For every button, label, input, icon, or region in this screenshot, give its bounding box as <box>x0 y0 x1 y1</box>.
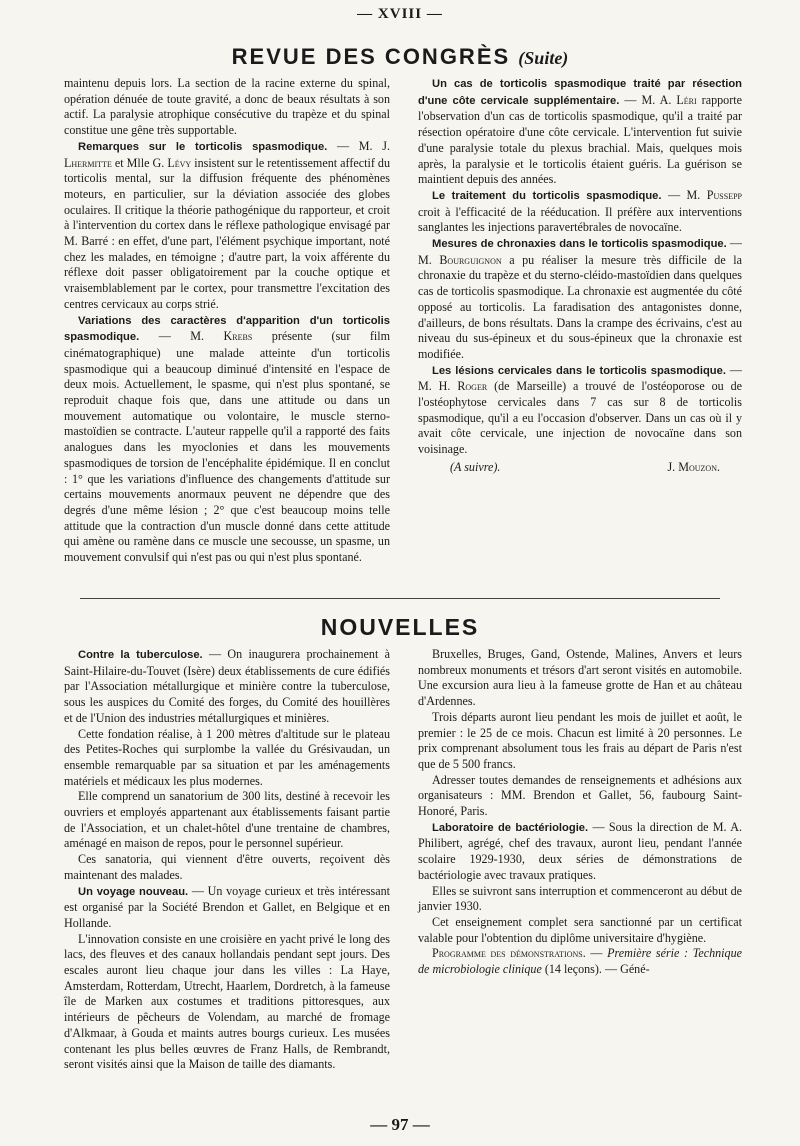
author-name: Krebs <box>223 329 253 344</box>
news-paragraph: Elles se suivront sans interruption et commenceront au début de janvier 1930. <box>418 883 742 914</box>
para-heading: Remarques sur le torticolis spasmodique. <box>78 140 328 153</box>
news-programme: Programme des démonstrations. — Première série : Technique de microbiologie clinique (14 leçons). — Géné- <box>418 946 742 977</box>
section-title-suffix: (Suite) <box>518 48 569 68</box>
congres-para-pussepp: Le traitement du torticolis spasmodique. — M. Pussepp croit à l'efficacité de la rééducation. Il préfère aux interventions sanglantes les injections paravertébrales de novocaïne. <box>418 187 742 235</box>
para-heading: Le traitement du torticolis spasmodique. <box>432 189 662 202</box>
author-name: Lhermitte <box>64 155 112 170</box>
news-voyage: Un voyage nouveau. — Un voyage curieux et très intéressant est organisé par la Société Brendon et Gallet, en Belgique et en Hollande. <box>64 883 391 930</box>
a-suivre-note: (A suivre). <box>450 459 501 474</box>
congres-para-continued: maintenu depuis lors. La section de la racine externe du spinal, opération dénuée de toute gravité, a donc de beaux résultats à son actif. La paralysie atrophique consécutive du trapèze et du spinal constitue une gêne très supportable. <box>64 76 390 138</box>
news-paragraph: Bruxelles, Bruges, Gand, Ostende, Malines, Anvers et leurs nombreux monuments et trésors d'art seront visités en automobile. Une excursion aura lieu à la fameuse grotte de Han et au château d'Ardennes. <box>418 647 742 709</box>
author-name: Lévy <box>167 155 192 170</box>
programme-lead: Programme des démonstrations. <box>432 946 586 961</box>
congres-para-roger: Les lésions cervicales dans le torticolis spasmodique. — M. H. Roger (de Marseille) a trouvé de l'ostéoporose ou de l'ostéophytose cervicales dans 7 cas sur 8 de torticolis spasmodique, qu'il a eu l'occasion d'observer. Dans un cas où il y avait côte cervicale, une injection de novocaïne dans son voisinage. <box>418 362 742 457</box>
congres-column-left <box>64 76 390 566</box>
congres-para-krebs: Variations des caractères d'apparition d'un torticolis spasmodique. — M. Krebs présente (sur film cinématographique) une malade atteinte d'un torticolis spasmodique qui a beaucoup diminué d'intensité en l'espace de deux mois. Actuellement, le spasme, qui n'est plus spontané, se reproduit chaque fois que, dans une attitude ou dans un mouvement automatique ou volontaire, le muscle sterno-mastoïdien se contracte. L'auteur rappelle qu'il a rapporté des faits analogues dans les myoclonies et dans les mouvements spasmodiques de torsion de l'encéphalite épidémique. Il en conclut : 1° que les variations d'influence des changements d'attitude sur certains mouvements anormaux peuvent ne dépendre que des degrés d'une même lésion ; 2° que c'est beaucoup moins telle attitude que la contraction d'un muscle donné dans cette attitude qui amène ou ramène dans ce muscle une secousse, un spasme, un mouvement convulsif qui n'est pas ou qui n'est plus spontané. <box>64 314 390 565</box>
article-signature-line <box>418 460 742 476</box>
programme-serie: Première série : Technique de microbiologie clinique <box>418 946 742 977</box>
congres-column-right <box>418 76 742 476</box>
news-paragraph: Adresser toutes demandes de renseignements et adhésions aux organisateurs : MM. Brendon et Gallet, 56, faubourg Saint-Honoré, Paris. <box>418 772 742 819</box>
nouvelles-column-right <box>418 647 742 978</box>
news-paragraph: Cette fondation réalise, à 1 200 mètres d'altitude sur le plateau des Petites-Roches qui surplombe la vallée du Grésivaudan, un ensemble remarquable par sa situation et par les aménagements matériels et médicaux les plus modernes. <box>64 726 390 788</box>
news-paragraph: Cet enseignement complet sera sanctionné par un certificat valable pour l'obtention du diplôme universitaire d'hygiène. <box>418 914 742 945</box>
news-paragraph: Elle comprend un sanatorium de 300 lits, destiné à recevoir les ouvriers et employés appartenant aux établissements faisant partie de l'Association, et un chalet-hôtel d'une trentaine de chambres, aménagé en maison de repos, pour le personnel supérieur. <box>64 789 390 851</box>
section-title-revue-des-congres <box>0 44 800 70</box>
section-divider <box>80 598 720 599</box>
author-name: Roger <box>457 379 488 394</box>
krebs-body: présente (sur film cinématographique) une malade atteinte d'un torticolis spasmodique qui a beaucoup diminué d'intensité en l'espace de deux mois. Actuellement, le spasme, qui n'est plus spontané, se reproduit chaque fois que, dans une attitude ou dans un mouvement automatique ou volontaire, le muscle sterno-mastoïdien se contracte. L'auteur rappelle qu'il a rapporté des faits analogues dans les myoclonies et dans les mouvements spasmodiques de torsion de l'encéphalite épidémique. Il en conclut : 1° que les variations d'influence des changements d'attitude sur certains mouvements anormaux peuvent ne dépendre que des degrés d'une même lésion ; 2° que c'est beaucoup moins telle attitude que la contraction d'un muscle donné dans cette attitude qui amène ou ramène dans ce muscle une secousse, un spasme, un mouvement convulsif qui n'est pas ou qui n'est plus spontané. <box>64 329 390 565</box>
author-name: Bourguignon <box>439 252 502 267</box>
para-heading: Mesures de chronaxies dans le torticolis spasmodique. <box>432 238 727 251</box>
page-number: — 97 — <box>370 1115 430 1134</box>
para-heading: Les lésions cervicales dans le torticolis spasmodique. <box>432 364 726 377</box>
para-heading: Contre la tuberculose. <box>78 649 203 661</box>
section-title-nouvelles: NOUVELLES <box>320 614 480 640</box>
congres-para-bourguignon: Mesures de chronaxies dans le torticolis spasmodique. — M. Bourguignon a pu réaliser la mesure très difficile de la chronaxie du trapèze et du sterno-cléido-mastoïdien dans quelques cas de torticolis spasmodique. La chronaxie est augmentée du côté opposé au torticolis. La faradisation des antagonistes donne, d'ailleurs, de bons résultats. Dans la crampe des écrivains, c'est au niveau du sus-épineux et du sous-épineux que la chronaxie est modifiée. <box>418 236 742 361</box>
para-heading: Un cas de torticolis spasmodique traité par résection d'une côte cervicale supplémentaire. <box>418 78 742 107</box>
para-heading: Variations des caractères d'apparition d'un torticolis spasmodique. <box>64 314 390 344</box>
news-paragraph: Trois départs auront lieu pendant les mois de juillet et août, le premier : le 25 de ce mois. Chacun est limité à 20 personnes. Le prix comprenant absolument tous les frais au départ de Paris n'est que de 5 500 francs. <box>418 709 742 771</box>
news-laboratoire: Laboratoire de bactériologie. — Sous la direction de M. A. Philibert, agrégé, chef des travaux, auront lieu, pendant l'année scolaire 1929-1930, deux séries de démonstrations de bactériologie avec travaux pratiques. <box>418 819 742 882</box>
news-paragraph: L'innovation consiste en une croisière en yacht privé le long des lacs, des fleuves et des canaux hollandais pendant sept jours. Des escales auront lieu chaque jour dans les villes : La Haye, Amsterdam, Rotterdam, Utrecht, Haarlem, Dordretch, à la fameuse île de Marken aux costumes et traditions pittoresques, aux intérieurs de pêcheurs de Volendam, au marché de fromage d'Alkmaar, à Gouda et maints autres bourgs curieux. Les musées contenant les plus belles œuvres de Franz Halls, de Rembrandt, seront visités ainsi que la Maison de taille des diamants. <box>64 931 390 1072</box>
nouvelles-column-left <box>64 647 390 1073</box>
para-heading: Laboratoire de bactériologie. <box>432 821 589 834</box>
author-name: Léri <box>676 92 697 107</box>
congres-para-lhermitte: Remarques sur le torticolis spasmodique. — M. J. Lhermitte et Mlle G. Lévy insistent sur le retentissement affectif du torticolis mental, sur la diffusion fréquente des phénomènes moteurs, en particulier, sur la déviation associée des globes oculaires. Il critique la théorie pathogénique du rapporteur, et croit à l'intervention du cortex dans le réflexe pathologique envisagé par M. Barré : en effet, d'une part, l'élément psychique important, noté chez les malades, en témoigne ; d'autre part, la voix afférente du réflexe doit passer obligatoirement par la couche optique et vraisemblablement par le cortex, pour transmettre l'excitation des centres cervicaux au corps strié. <box>64 138 391 311</box>
page-roman-numeral: — XVIII — <box>357 6 443 22</box>
para-heading: Un voyage nouveau. <box>78 885 189 898</box>
congres-para-leri: Un cas de torticolis spasmodique traité par résection d'une côte cervicale supplémentaire. — M. A. Léri rapporte l'observation d'un cas de torticolis spasmodique, qu'il a traité par résection opératoire d'une côte cervicale. L'intervention fut suivie d'une paralysie totale du plexus brachial. Mais, quelques mois après, la paralysie et le torticolis étaient guéris. La guérison se maintient depuis des années. <box>418 78 742 187</box>
author-name: Pussepp <box>706 187 742 202</box>
section-title-text: REVUE DES CONGRÈS <box>231 44 511 69</box>
news-paragraph: Ces sanatoria, qui viennent d'être ouverts, reçoivent dès maintenant des malades. <box>64 852 390 882</box>
author-signature: J. Mouzon. <box>667 459 720 474</box>
news-tuberculose: Contre la tuberculose. — On inaugurera prochainement à Saint-Hilaire-du-Touvet (Isère) deux établissements de cure édifiés par l'Association métallurgique et minière contre la tuberculose, sous les auspices du Comité des forges, du Comité des houillères et de l'Union des industries métallurgiques et minières. <box>64 647 390 725</box>
